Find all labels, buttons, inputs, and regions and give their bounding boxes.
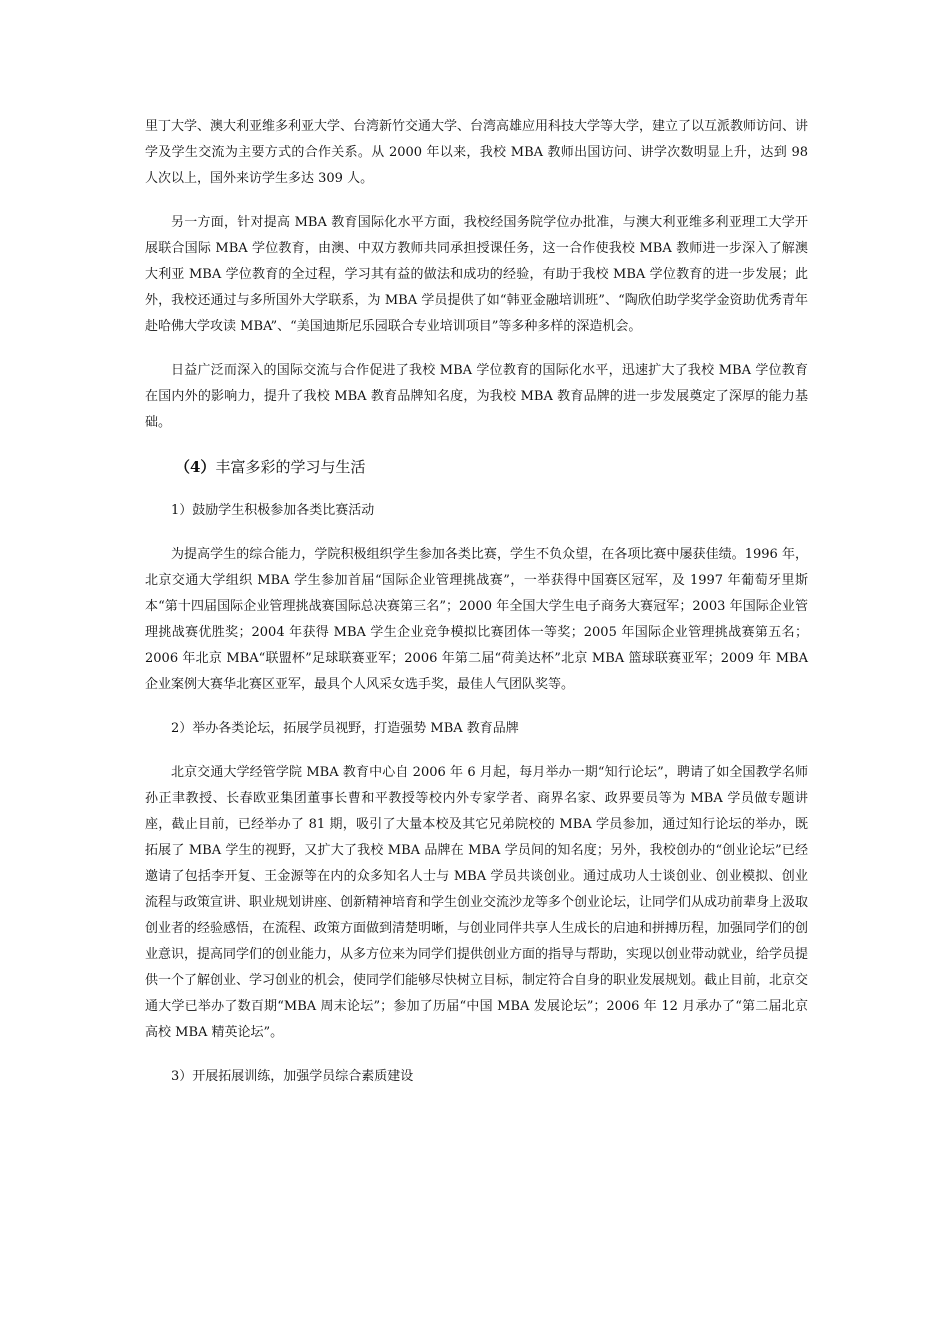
subheading-forums: 2）举办各类论坛，拓展学员视野，打造强势 MBA 教育品牌 xyxy=(171,721,519,736)
section-heading-number: （4） xyxy=(175,458,216,476)
section-heading xyxy=(175,454,808,480)
paragraph-international-mba: 另一方面，针对提高 MBA 教育国际化水平方面，我校经国务院学位办批准，与澳大利亚维多利亚理工大学开展联合国际 MBA 学位教育，由澳、中双方教师共同承担授课任务，这一合作使我校 MBA 教师进一步深入了解澳大利亚 MBA 学位教育的全过程，学习其有益的做法和成功的经验，有助于我校 MBA 学位教育的进一步发展；此外，我校还通过与多所国外大学联系，为 MBA 学员提供了如“韩亚金融培训班”、“陶欣伯助学奖学金资助优秀青年赴哈佛大学攻读 MBA”、“美国迪斯尼乐园联合专业培训项目”等多种多样的深造机会。 xyxy=(145,215,808,334)
section-heading-text: 丰富多彩的学习与生活 xyxy=(215,458,366,476)
document-page xyxy=(145,114,808,1108)
paragraph-forums: 北京交通大学经管学院 MBA 教育中心自 2006 年 6 月起，每月举办一期“知行论坛”，聘请了如全国教学名师孙正聿教授、长春欧亚集团董事长曹和平教授等校内外专家学者、商界名家、政界要员等为 MBA 学员做专题讲座，截止目前，已经举办了 81 期，吸引了大量本校及其它兄弟院校的 MBA 学员参加，通过知行论坛的举办，既拓展了 MBA 学生的视野，又扩大了我校 MBA 品牌在 MBA 学员间的知名度；另外，我校创办的“创业论坛”已经邀请了包括李开复、王金源等在内的众多知名人士与 MBA 学员共谈创业。通过成功人士谈创业、创业模拟、创业流程与政策宣讲、职业规划讲座、创新精神培育和学生创业交流沙龙等多个创业论坛，让同学们从成功前辈身上汲取创业者的经验感悟，在流程、政策方面做到清楚明晰，与创业同伴共享人生成长的启迪和拼搏历程，加强同学们的创业意识，提高同学们的创业能力，从多方位来为同学们提供创业方面的指导与帮助，实现以创业带动就业，给学员提供一个了解创业、学习创业的机会，使同学们能够尽快树立目标，制定符合自身的职业发展规划。截止目前，北京交通大学已举办了数百期“MBA 周末论坛”；参加了历届“中国 MBA 发展论坛”；2006 年 12 月承办了“第二届北京高校 MBA 精英论坛”。 xyxy=(145,765,809,1040)
paragraph-exchange-cooperation: 里丁大学、澳大利亚维多利亚大学、台湾新竹交通大学、台湾高雄应用科技大学等大学，建立了以互派教师访问、讲学及学生交流为主要方式的合作关系。从 2000 年以来，我校 MBA 教师出国访问、讲学次数明显上升，达到 98 人次以上，国外来访学生多达 309 人。 xyxy=(145,119,809,186)
subheading-training: 3）开展拓展训练，加强学员综合素质建设 xyxy=(171,1069,414,1084)
subheading-competitions: 1）鼓励学生积极参加各类比赛活动 xyxy=(171,503,375,518)
paragraph-competitions: 为提高学生的综合能力，学院积极组织学生参加各类比赛，学生不负众望，在各项比赛中屡获佳绩。1996 年，北京交通大学组织 MBA 学生参加首届“国际企业管理挑战赛”，一举获得中国赛区冠军，及 1997 年葡萄牙里斯本“第十四届国际企业管理挑战赛国际总决赛第三名”；2000 年全国大学生电子商务大赛冠军；2003 年国际企业管理挑战赛优胜奖；2004 年获得 MBA 学生企业竞争模拟比赛团体一等奖；2005 年国际企业管理挑战赛第五名；2006 年北京 MBA“联盟杯”足球联赛亚军；2006 年第二届“荷美达杯”北京 MBA 篮球联赛亚军；2009 年 MBA 企业案例大赛华北赛区亚军，最具个人风采女选手奖，最佳人气团队奖等。 xyxy=(145,547,808,692)
paragraph-internationalization-summary: 日益广泛而深入的国际交流与合作促进了我校 MBA 学位教育的国际化水平，迅速扩大了我校 MBA 学位教育在国内外的影响力，提升了我校 MBA 教育品牌知名度，为我校 MBA 教育品牌的进一步发展奠定了深厚的能力基础。 xyxy=(145,363,808,430)
